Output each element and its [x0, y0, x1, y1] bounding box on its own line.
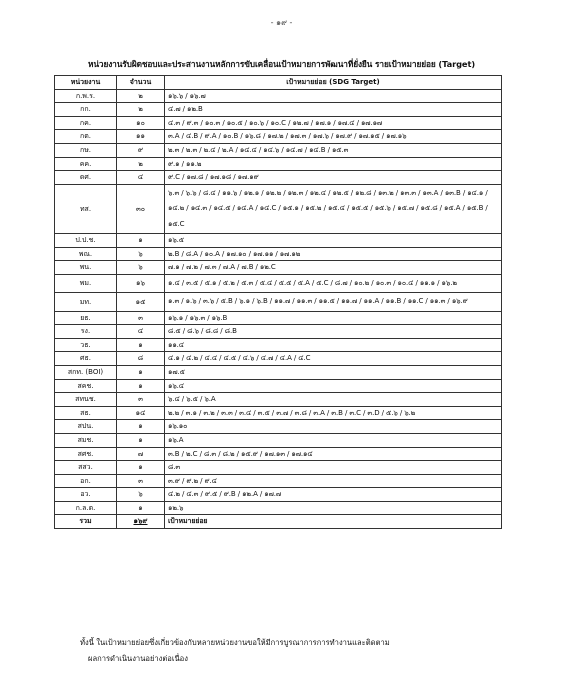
agency-cell: กค. [55, 116, 117, 130]
count-cell: ๑ [117, 461, 165, 475]
count-cell: ๖ [117, 247, 165, 261]
agency-cell: สกท. (BOI) [55, 365, 117, 379]
agency-cell: อก. [55, 474, 117, 488]
page-number: - ๑๙ - [270, 18, 293, 27]
targets-cell: ๒.B / ๘.A / ๑๐.A / ๑๗.๑๐ / ๑๗.๑๑ / ๑๗.๑๒ [165, 247, 502, 261]
count-cell: ๓ [117, 393, 165, 407]
targets-cell: ๑.๔ / ๓.๕ / ๕.๑ / ๕.๒ / ๕.๓ / ๕.๔ / ๕.๕ / ๕.A / ๕.C / ๘.๗ / ๑๐.๒ / ๑๐.๓ / ๑๐.๔ / ๑๑.๑ / ๑๖.๒ [165, 274, 502, 292]
targets-cell: ๙.๑ / ๑๑.๒ [165, 157, 502, 171]
table-row [55, 247, 502, 261]
targets-cell: ๘.๕ / ๘.๖ / ๘.๘ / ๘.B [165, 325, 502, 339]
agency-cell: ทส. [55, 184, 117, 233]
count-cell: ๑๐ [117, 116, 165, 130]
agency-cell: อว. [55, 488, 117, 502]
targets-cell: ๖.๓ / ๖.๖ / ๘.๔ / ๑๑.๖ / ๑๒.๑ / ๑๒.๒ / ๑๒.๓ / ๑๒.๔ / ๑๒.๕ / ๑๒.๘ / ๑๓.๒ / ๑๓.๓ / ๑๓.A / ๑๓.B / ๑๔.๑ / ๑๔.๒ / ๑๔.๓ / ๑๔.๕ / ๑๔.A / ๑๔.C / ๑๕.๑ / ๑๕.๒ / ๑๕.๔ / ๑๕.๕ / ๑๕.๖ / ๑๕.๗ / ๑๕.๘ / ๑๕.A / ๑๕.B / ๑๕.C [165, 184, 502, 233]
count-cell: ๑ [117, 379, 165, 393]
targets-cell: ๘.๓ [165, 461, 502, 475]
table-row [55, 474, 502, 488]
table-row [55, 325, 502, 339]
targets-cell: ๓.A / ๔.B / ๙.A / ๑๐.B / ๑๖.๘ / ๑๗.๒ / ๑๗.๓ / ๑๗.๖ / ๑๗.๙ / ๑๗.๑๕ / ๑๗.๑๖ [165, 130, 502, 144]
table-row [55, 89, 502, 103]
agency-cell: กษ. [55, 143, 117, 157]
targets-cell: ๑๖.๑ / ๑๖.๓ / ๑๖.B [165, 311, 502, 325]
agency-cell: สธ. [55, 406, 117, 420]
agency-cell: ก.ล.ต. [55, 501, 117, 515]
count-cell: ๓ [117, 474, 165, 488]
total-targets: เป้าหมายย่อย [165, 515, 502, 529]
agency-cell: สทนช. [55, 393, 117, 407]
header-agency: หน่วยงาน [55, 76, 117, 90]
agency-cell: ยธ. [55, 311, 117, 325]
targets-cell: ๔.๗ / ๑๒.B [165, 103, 502, 117]
targets-cell: ๒.๓ / ๒.๓ / ๒.๔ / ๒.A / ๑๔.๔ / ๑๔.๖ / ๑๔.๗ / ๑๔.B / ๑๕.๓ [165, 143, 502, 157]
agency-cell: กต. [55, 130, 117, 144]
targets-cell: ๓.๙ / ๙.๒ / ๙.๔ [165, 474, 502, 488]
count-cell: ๓๐ [117, 184, 165, 233]
count-cell: ๑ [117, 233, 165, 247]
targets-cell: ๔.๑ / ๔.๒ / ๔.๔ / ๔.๕ / ๔.๖ / ๔.๗ / ๔.A / ๔.C [165, 352, 502, 366]
count-cell: ๔ [117, 325, 165, 339]
table-row [55, 433, 502, 447]
agency-cell: สมช. [55, 433, 117, 447]
table-row [55, 143, 502, 157]
table-row [55, 311, 502, 325]
table-row [55, 488, 502, 502]
table-row [55, 338, 502, 352]
targets-cell: ๖.๔ / ๖.๕ / ๖.A [165, 393, 502, 407]
table-row [55, 130, 502, 144]
targets-cell: ๑๒.๖ [165, 501, 502, 515]
agency-cell: รง. [55, 325, 117, 339]
agency-cell: สคช. [55, 379, 117, 393]
agency-cell: คค. [55, 157, 117, 171]
count-cell: ๑ [117, 501, 165, 515]
table-row [55, 293, 502, 311]
table-row [55, 447, 502, 461]
count-cell: ๒ [117, 157, 165, 171]
sdg-target-table [54, 75, 502, 529]
table-row [55, 184, 502, 233]
targets-cell: ๑๖.๔ [165, 379, 502, 393]
count-cell: ๘ [117, 352, 165, 366]
table-row [55, 393, 502, 407]
count-cell: ๓ [117, 311, 165, 325]
count-cell: ๑ [117, 420, 165, 434]
footnote-line-1: ทั้งนี้ ในเป้าหมายย่อยซึ่งเกี่ยวข้องกับหลายหน่วยงานขอให้มีการบูรณาการการทำงานและติดตาม [80, 638, 390, 647]
count-cell: ๑๖ [117, 274, 165, 292]
targets-cell: ๓.B / ๒.C / ๘.๓ / ๘.๒ / ๑๕.๙ / ๑๗.๑๓ / ๑๗.๑๔ [165, 447, 502, 461]
table-row [55, 352, 502, 366]
agency-cell: พณ. [55, 247, 117, 261]
targets-cell: ๑๖.A [165, 433, 502, 447]
count-cell: ๗ [117, 447, 165, 461]
total-count: ๑๖๙ [133, 517, 148, 526]
agency-cell: มท. [55, 293, 117, 311]
table-row [55, 116, 502, 130]
count-cell: ๑ [117, 433, 165, 447]
count-cell: ๒ [117, 103, 165, 117]
agency-cell: ป.ป.ช. [55, 233, 117, 247]
total-label: รวม [55, 515, 117, 529]
count-cell: ๔ [117, 171, 165, 185]
table-row [55, 461, 502, 475]
table-row [55, 261, 502, 275]
targets-cell: ๔.๓ / ๙.๓ / ๑๐.๓ / ๑๐.๕ / ๑๐.๖ / ๑๐.C / ๑๒.๗ / ๑๗.๑ / ๑๗.๔ / ๑๗.๑๗ [165, 116, 502, 130]
targets-cell: ๑๖.๕ [165, 233, 502, 247]
page-title: หน่วยงานรับผิดชอบและประสานงานหลักการขับเคลื่อนเป้าหมายการพัฒนาที่ยั่งยืน รายเป้าหมายย่อย (Target) [87, 59, 476, 69]
targets-cell: ๔.๒ / ๔.๓ / ๙.๕ / ๙.B / ๑๒.A / ๑๗.๗ [165, 488, 502, 502]
table-row [55, 501, 502, 515]
count-cell: ๑๕ [117, 293, 165, 311]
table-row [55, 233, 502, 247]
table-row [55, 365, 502, 379]
header-targets: เป้าหมายย่อย (SDG Target) [165, 76, 502, 90]
targets-cell: ๙.C / ๑๗.๘ / ๑๗.๑๘ / ๑๗.๑๙ [165, 171, 502, 185]
targets-cell: ๑๑.๔ [165, 338, 502, 352]
targets-cell: ๑.๓ / ๑.๖ / ๓.๖ / ๕.B / ๖.๑ / ๖.B / ๑๑.๗ / ๑๑.๓ / ๑๑.๕ / ๑๑.๗ / ๑๑.A / ๑๑.B / ๑๑.C / ๑๑.๓ / ๑๖.๙ [165, 293, 502, 311]
table-row [55, 171, 502, 185]
count-cell: ๙ [117, 143, 165, 157]
table-row [55, 379, 502, 393]
table-body [55, 89, 502, 515]
total-row [55, 515, 502, 529]
agency-cell: กก. [55, 103, 117, 117]
agency-cell: พน. [55, 261, 117, 275]
count-cell: ๒ [117, 89, 165, 103]
table-row [55, 406, 502, 420]
count-cell: ๖ [117, 488, 165, 502]
agency-cell: วธ. [55, 338, 117, 352]
table-row [55, 420, 502, 434]
count-cell: ๑ [117, 365, 165, 379]
table-header-row [55, 76, 502, 90]
agency-cell: ดศ. [55, 171, 117, 185]
total-count-cell [117, 515, 165, 529]
agency-cell: สศช. [55, 447, 117, 461]
header-count: จำนวน [117, 76, 165, 90]
count-cell: ๑๑ [117, 130, 165, 144]
count-cell: ๖ [117, 261, 165, 275]
agency-cell: สสว. [55, 461, 117, 475]
agency-cell: สปน. [55, 420, 117, 434]
footnote-line-2: ผลการดำเนินงานอย่างต่อเนื่อง [88, 654, 188, 663]
count-cell: ๑๔ [117, 406, 165, 420]
targets-cell: ๑๗.๕ [165, 365, 502, 379]
count-cell: ๑ [117, 338, 165, 352]
agency-cell: ศธ. [55, 352, 117, 366]
table-row [55, 103, 502, 117]
agency-cell: พม. [55, 274, 117, 292]
table-row [55, 157, 502, 171]
footnote [80, 635, 510, 667]
targets-cell: ๒.๒ / ๓.๑ / ๓.๒ / ๓.๓ / ๓.๔ / ๓.๕ / ๓.๗ / ๓.๘ / ๓.A / ๓.B / ๓.C / ๓.D / ๕.๖ / ๖.๒ [165, 406, 502, 420]
targets-cell: ๑๖.๑๐ [165, 420, 502, 434]
targets-cell: ๑๖.๖ / ๑๖.๗ [165, 89, 502, 103]
targets-cell: ๗.๑ / ๗.๒ / ๗.๓ / ๗.A / ๗.B / ๑๒.C [165, 261, 502, 275]
table-row [55, 274, 502, 292]
agency-cell: ก.พ.ร. [55, 89, 117, 103]
